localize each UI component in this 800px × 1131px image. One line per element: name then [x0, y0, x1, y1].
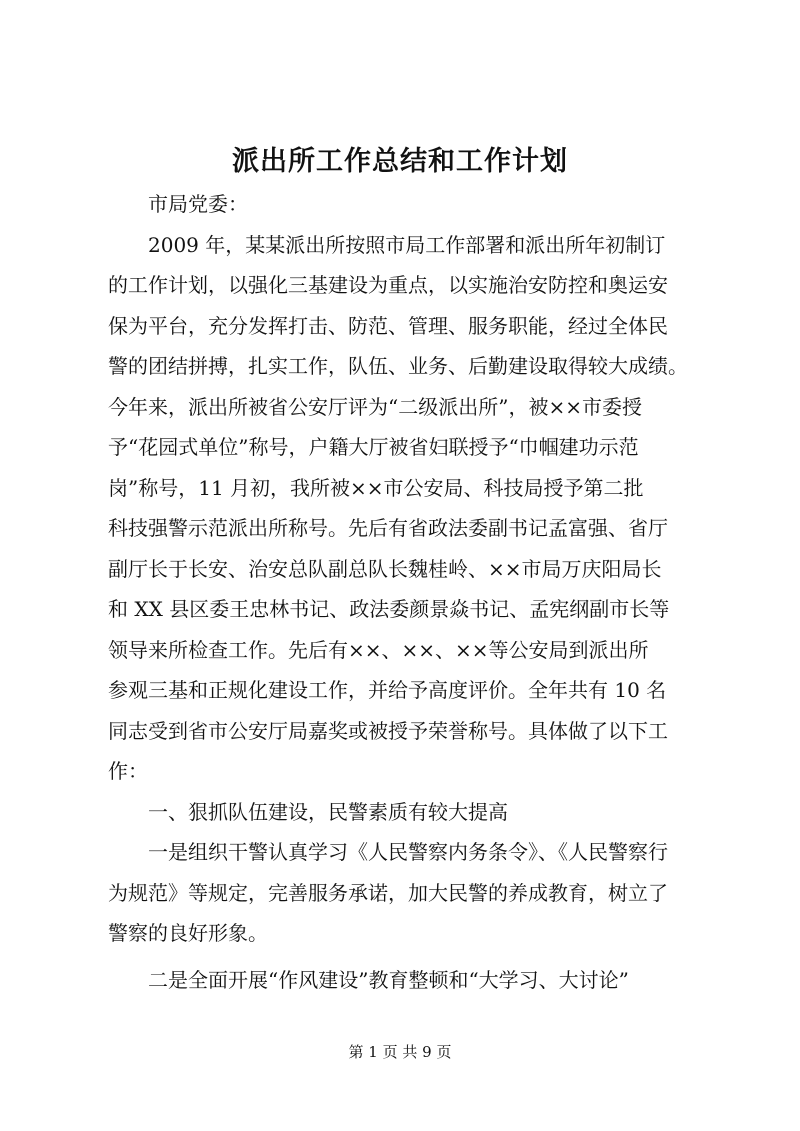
document-body	[108, 184, 722, 1000]
paragraph-line: 予“花园式单位”称号，户籍大厅被省妇联授予“巾帼建功示范	[108, 435, 639, 459]
paragraph-line: 和 XX 县区委王忠林书记、政法委颜景焱书记、孟宪纲副市长等	[108, 597, 670, 621]
paragraph-line: 今年来，派出所被省公安厅评为“二级派出所”，被××市委授	[108, 394, 642, 419]
paragraph-line: 保为平台，充分发挥打击、防范、管理、服务职能，经过全体民	[108, 313, 668, 338]
document-title: 派出所工作总结和工作计划	[232, 146, 568, 177]
paragraph-line: 参观三基和正规化建设工作，并给予高度评价。全年共有 10 名	[108, 678, 667, 702]
paragraph-line: 同志受到省市公安厅局嘉奖或被授予荣誉称号。具体做了以下工	[108, 718, 668, 743]
paragraph-line: 岗”称号，11 月初，我所被××市公安局、科技局授予第二批	[108, 475, 644, 500]
paragraph-line: 一是组织干警认真学习《人民警察内务条令》、《人民警察行	[148, 840, 668, 864]
paragraph-line: 科技强警示范派出所称号。先后有省政法委副书记孟富强、省厅	[108, 516, 668, 540]
paragraph-line: 警的团结拼搏，扎实工作，队伍、业务、后勤建设取得较大成绩。	[108, 354, 688, 378]
paragraph-line: 二是全面开展“作风建设”教育整顿和“大学习、大讨论”	[148, 967, 629, 992]
paragraph-line: 警察的良好形象。	[108, 921, 268, 945]
paragraph-line: 的工作计划，以强化三基建设为重点，以实施治安防控和奥运安	[108, 273, 668, 297]
salutation-line: 市局党委：	[148, 192, 248, 216]
paragraph-line: 2009 年，某某派出所按照市局工作部署和派出所年初制订	[148, 232, 666, 257]
page-number-footer: 第 1 页 共 9 页	[348, 1043, 452, 1061]
section-heading: 一、狠抓队伍建设，民警素质有较大提高	[148, 799, 508, 824]
paragraph-line: 为规范》等规定，完善服务承诺，加大民警的养成教育，树立了	[108, 880, 668, 905]
paragraph-line: 副厅长于长安、治安总队副总队长魏桂岭、××市局万庆阳局长	[108, 556, 662, 581]
paragraph-line: 作：	[108, 759, 148, 783]
paragraph-line: 领导来所检查工作。先后有××、××、××等公安局到派出所	[108, 637, 649, 662]
